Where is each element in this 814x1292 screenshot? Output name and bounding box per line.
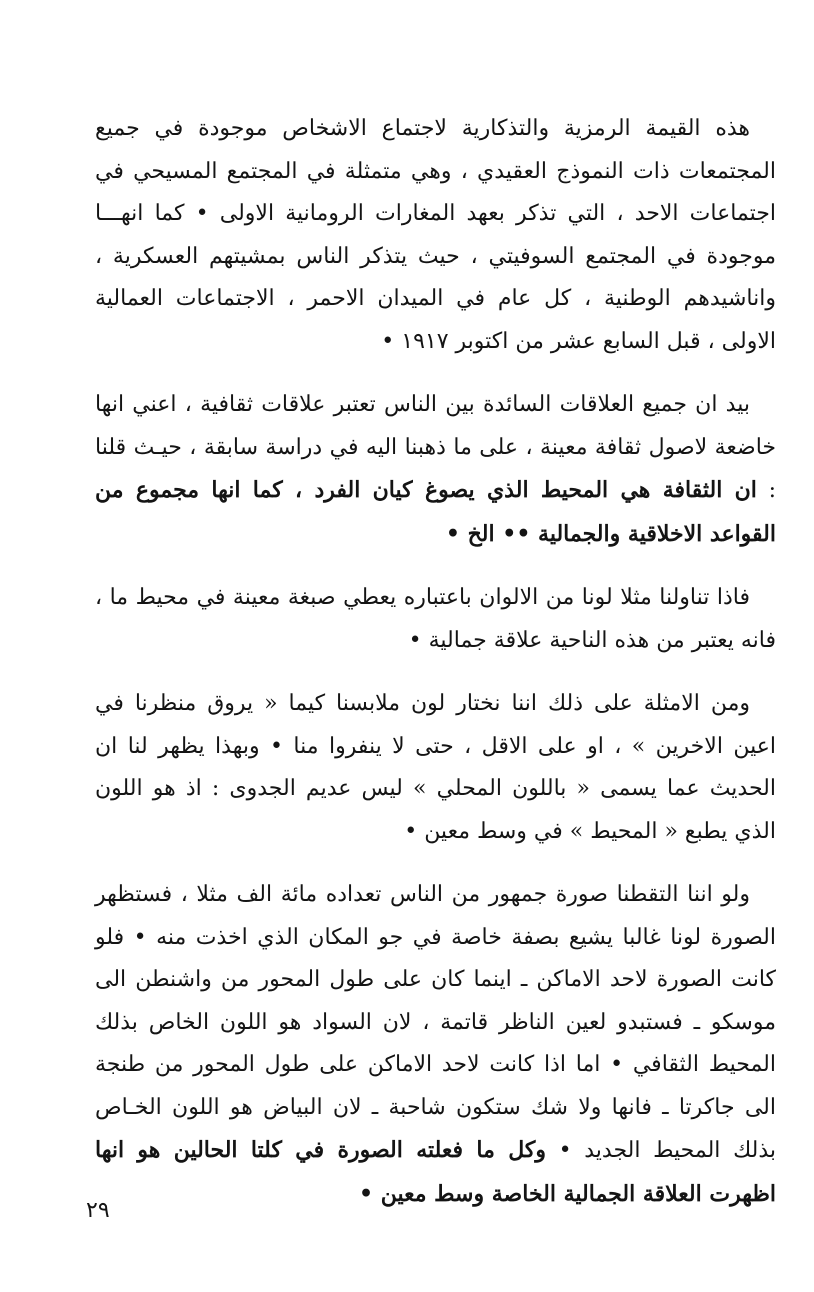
paragraph-1	[95, 108, 776, 363]
paragraph-4	[95, 683, 776, 853]
bold-emphasis: ان الثقافة هي المحيط الذي يصوغ كيان الفرد ، كما انها مجموع من القواعد الاخلاقية والجمالية •• الخ •	[95, 477, 776, 547]
bold-emphasis: وكل ما فعلته الصورة في كلتا الحالين هو انها اظهرت العلاقة الجمالية الخاصة وسط معين •	[95, 1137, 776, 1207]
paragraph-text: فاذا تناولنا مثلا لونا من الالوان باعتباره يعطي صبغة معينة في محيط ما ، فانه يعتبر من هذه الناحية علاقة جمالية •	[95, 585, 776, 653]
paragraph-text: ومن الامثلة على ذلك اننا نختار لون ملابسنا كيما « يروق منظرنا في اعين الاخرين » ، او على الاقل ، حتى لا ينفروا منا • وبهذا يظهر لنا ان الحديث عما يسمى « باللون المحلي » ليس عديم الجدوى : اذ هو اللون الذي يطبع « المحيط » في وسط معين •	[95, 691, 776, 844]
paragraph-5	[95, 874, 776, 1216]
paragraph-text: ولو اننا التقطنا صورة جمهور من الناس تعداده مائة الف مثلا ، فستظهر الصورة لونا غالبا يشيع بصفة خاصة في جو المكان الذي اخذت منه • فلو كانت الصورة لاحد الاماكن ـ اينما كان على طول المحور من واشنطن الى موسكو ـ فستبدو لعين الناظر قاتمة ، لان السواد هو اللون الخاص بذلك المحيط الثقافي • اما اذا كانت لاحد الاماكن على طول المحور من طنجة الى جاكرتا ـ فانها ولا شك ستكون شاحبة ـ لان البياض هو اللون الخـاص بذلك المحيط الجديد •	[95, 882, 776, 1163]
paragraph-3	[95, 577, 776, 662]
paragraph-text: هذه القيمة الرمزية والتذكارية لاجتماع الاشخاص موجودة في جميع المجتمعات ذات النموذج العقيدي ، وهي متمثلة في المجتمع المسيحي في اجتماعات الاحد ، التي تذكر بعهد المغارات الرومانية الاولى • كما انهـــا موجودة في المجتمع السوفيتي ، حيث يتذكر الناس بمشيتهم العسكرية ، واناشيدهم الوطنية ، كل عام في الميدان الاحمر ، الاجتماعات العمالية الاولى ، قبل السابع عشر من اكتوبر ١٩١٧ •	[95, 116, 776, 354]
paragraph-2	[95, 384, 776, 556]
page-number: ٢٩	[86, 1198, 110, 1223]
paragraph-text: بيد ان جميع العلاقات السائدة بين الناس تعتبر علاقات ثقافية ، اعني انها خاضعة لاصول ثقافة معينة ، على ما ذهبنا اليه في دراسة سابقة ، حيـث قلنا :	[95, 392, 776, 503]
body-text	[95, 108, 776, 1237]
